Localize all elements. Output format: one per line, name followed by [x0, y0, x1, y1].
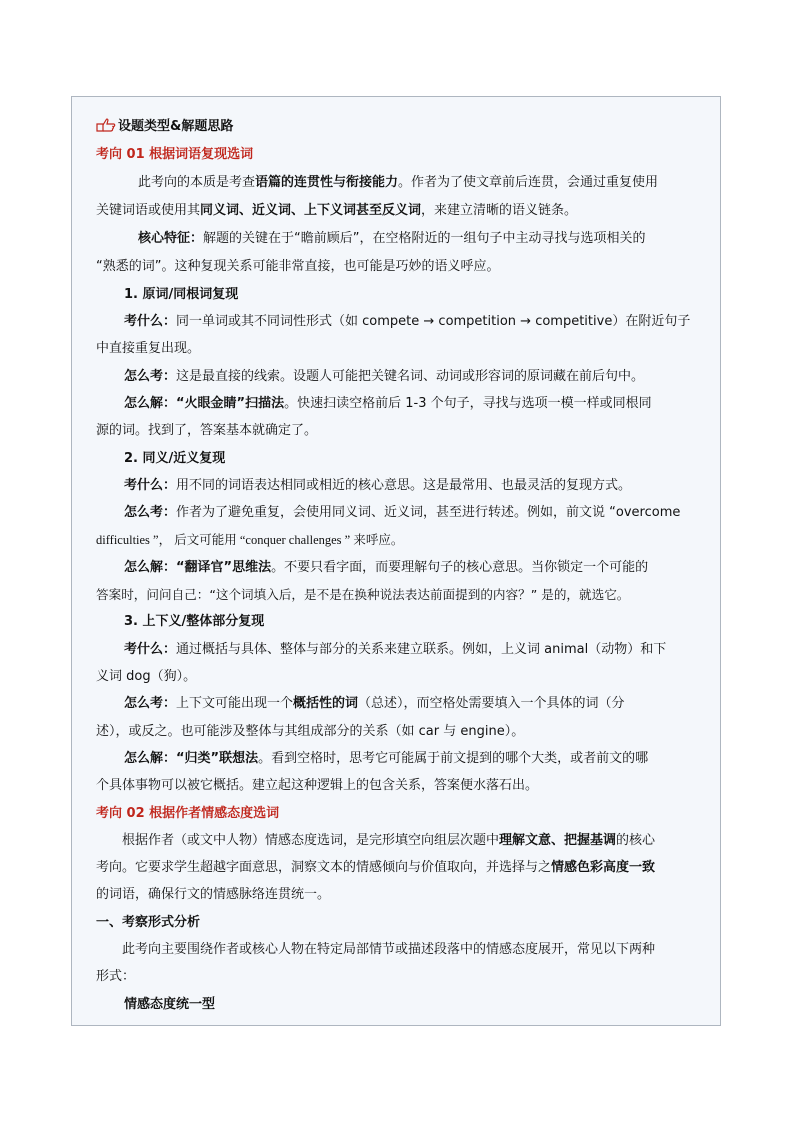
- s1-solve-line-2: 源的词。找到了，答案基本就确定了。: [96, 423, 318, 438]
- subsection-1-title: 1. 原词/同根词复现: [124, 287, 239, 302]
- heading-02: 考向 02 根据作者情感态度选词: [96, 806, 280, 821]
- subtype-title: 情感态度统一型: [124, 997, 216, 1012]
- s2-what-line: 考什么：用不同的词语表达相同或相近的核心意思。这是最常用、也最灵活的复现方式。: [124, 478, 632, 493]
- content-panel: [71, 96, 721, 1026]
- s2-solve-line-2: 答案时，问问自己：“这个词填入后，是不是在换种说法表达前面提到的内容？” 是的，就选它。: [96, 587, 630, 602]
- section-1-title: 一、考察形式分析: [96, 915, 201, 930]
- s3-what-line-1: 考什么：通过概括与具体、整体与部分的关系来建立联系。例如，上义词 animal（动物）和下: [124, 642, 667, 657]
- s2-solve-line-1: 怎么解：“翻译官”思维法。不要只看字面，而要理解句子的核心意思。当你锁定一个可能的: [124, 560, 649, 575]
- s1-solve-line-1: 怎么解：“火眼金睛”扫描法。快速扫读空格前后 1-3 个句子，寻找与选项一模一样或同根同: [124, 396, 652, 411]
- para-3-line-1: 根据作者（或文中人物）情感态度选词，是完形填空向组层次题中理解文意、把握基调的核心: [122, 833, 656, 848]
- subsection-2-title: 2. 同义/近义复现: [124, 451, 226, 466]
- para-2-line-2: “熟悉的词”。这种复现关系可能非常直接，也可能是巧妙的语义呼应。: [96, 259, 500, 274]
- s2-how-line-1: 怎么考：作者为了避免重复，会使用同义词、近义词，甚至进行转述。例如，前文说 “overcome: [124, 505, 681, 520]
- section-heading: [96, 115, 233, 134]
- heading-01: 考向 01 根据词语复现选词: [96, 147, 254, 162]
- s2-how-line-2: difficulties ”， 后文可能用 “conquer challenges ” 来呼应。: [96, 533, 404, 547]
- para-3-line-3: 的词语，确保行文的情感脉络连贯统一。: [96, 887, 331, 902]
- para-1-line-1: 此考向的本质是考查语篇的连贯性与衔接能力。作者为了使文章前后连贯，会通过重复使用: [138, 175, 659, 190]
- subsection-3-title: 3. 上下义/整体部分复现: [124, 614, 265, 629]
- para-4-line-1: 此考向主要围绕作者或核心人物在特定局部情节或描述段落中的情感态度展开，常见以下两种: [122, 942, 656, 957]
- s3-solve-line-1: 怎么解：“归类”联想法。看到空格时，思考它可能属于前文提到的哪个大类，或者前文的哪: [124, 751, 649, 766]
- pointing-hand-icon: [96, 118, 116, 132]
- s1-what-line-1: 考什么：同一单词或其不同词性形式（如 compete → competition → competitive）在附近句子: [124, 314, 691, 329]
- s1-how-line: 怎么考：这是最直接的线索。设题人可能把关键名词、动词或形容词的原词藏在前后句中。: [124, 369, 645, 384]
- para-4-line-2: 形式：: [96, 969, 136, 984]
- s3-how-line-1: 怎么考：上下文可能出现一个概括性的词（总述），而空格处需要填入一个具体的词（分: [124, 696, 625, 711]
- para-1-line-2: 关键词语或使用其同义词、近义词、上下义词甚至反义词，来建立清晰的语义链条。: [96, 203, 578, 218]
- s3-what-line-2: 义词 dog（狗）。: [96, 669, 197, 684]
- s3-how-line-2: 述），或反之。也可能涉及整体与其组成部分的关系（如 car 与 engine）。: [96, 724, 525, 739]
- s3-solve-line-2: 个具体事物可以被它概括。建立起这种逻辑上的包含关系，答案便水落石出。: [96, 778, 539, 793]
- para-2-line-1: 核心特征：解题的关键在于“瞻前顾后”，在空格附近的一组句子中主动寻找与选项相关的: [138, 231, 646, 246]
- s1-what-line-2: 中直接重复出现。: [96, 341, 201, 356]
- para-3-line-2: 考向。它要求学生超越字面意思，洞察文本的情感倾向与价值取向，并选择与之情感色彩高度一致: [96, 860, 656, 875]
- section-title: 设题类型&解题思路: [118, 119, 234, 134]
